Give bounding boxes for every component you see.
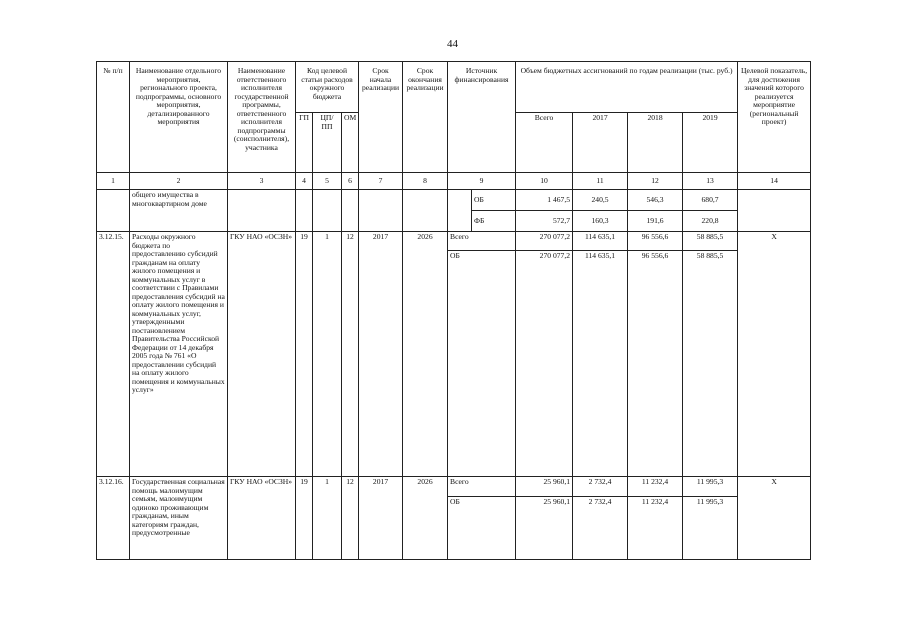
row-2018: 11 232,4 [628, 497, 683, 560]
header-code-gp: ГП [296, 113, 313, 173]
row-executor: ГКУ НАО «ОСЗН» [228, 477, 296, 560]
header-start: Срок начала реализации [359, 62, 403, 173]
row-2019: 58 885,5 [683, 232, 738, 251]
header-code-cpgp: ЦП/ПП [313, 113, 342, 173]
colnum-13: 13 [683, 173, 738, 190]
header-target: Целевой показатель, для достижения значений которого реализуется мероприятие (региональный проект) [738, 62, 811, 173]
row-2019: 220,8 [683, 211, 738, 232]
table-row [97, 232, 811, 251]
colnum-12: 12 [628, 173, 683, 190]
row-2017: 240,5 [573, 190, 628, 211]
header-num: № п/п [97, 62, 130, 173]
budget-table [96, 61, 811, 560]
row-2018: 11 232,4 [628, 477, 683, 497]
row-total: 270 077,2 [516, 232, 573, 251]
header-code-om: ОМ [342, 113, 359, 173]
header-volume: Объем бюджетных ассигнований по годам реализации (тыс. руб.) [516, 62, 738, 113]
row-code-gp: 19 [296, 477, 313, 560]
row-total: 572,7 [516, 211, 573, 232]
row-code-om: 12 [342, 477, 359, 560]
row-code-gp: 19 [296, 232, 313, 477]
row-number: 3.12.15. [97, 232, 130, 477]
page-number: 44 [447, 38, 458, 50]
row-total: 270 077,2 [516, 251, 573, 477]
row-end: 2026 [403, 477, 448, 560]
header-year-2017: 2017 [573, 113, 628, 173]
row-source: Всего [448, 477, 516, 497]
colnum-14: 14 [738, 173, 811, 190]
row-target: X [738, 232, 811, 477]
colnum-6: 6 [342, 173, 359, 190]
row-2018: 96 556,6 [628, 251, 683, 477]
row-end: 2026 [403, 232, 448, 477]
header-total: Всего [516, 113, 573, 173]
header-code: Код целевой статьи расходов окружного бюджета [296, 62, 359, 113]
colnum-11: 11 [573, 173, 628, 190]
row-total: 25 960,1 [516, 477, 573, 497]
colnum-3: 3 [228, 173, 296, 190]
row-2018: 96 556,6 [628, 232, 683, 251]
row-total: 1 467,5 [516, 190, 573, 211]
colnum-2: 2 [130, 173, 228, 190]
colnum-7: 7 [359, 173, 403, 190]
row-2018: 546,3 [628, 190, 683, 211]
row-2017: 114 635,1 [573, 251, 628, 477]
row-start: 2017 [359, 232, 403, 477]
row-2019: 680,7 [683, 190, 738, 211]
row-start: 2017 [359, 477, 403, 560]
header-name: Наименование отдельного мероприятия, регионального проекта, подпрограммы, основного мероприятия, детализированного мероприятия [130, 62, 228, 173]
row-code-om: 12 [342, 232, 359, 477]
row-2019: 58 885,5 [683, 251, 738, 477]
table-row [97, 477, 811, 497]
row-name: Расходы окружного бюджета по предоставлению субсидий гражданам на оплату жилого помещения и коммунальных услуг в соответствии с Правилами предоставления субсидий на оплату жилого помещения и коммунальных услуг, утвержденными постановлением Правительства Российской Федерации от 14 декабря 2005 года № 761 «О предоставлении субсидий на оплату жилого помещения и коммунальных услуг» [130, 232, 228, 477]
colnum-1: 1 [97, 173, 130, 190]
row-2018: 191,6 [628, 211, 683, 232]
row-number: 3.12.16. [97, 477, 130, 560]
row-2017: 114 635,1 [573, 232, 628, 251]
row-2017: 160,3 [573, 211, 628, 232]
row-source: ФБ [472, 211, 516, 232]
header-executor: Наименование ответственного исполнителя государственной программы, ответственного исполнителя подпрограммы (соисполнителя), участника [228, 62, 296, 173]
colnum-9: 9 [448, 173, 516, 190]
colnum-8: 8 [403, 173, 448, 190]
colnum-4: 4 [296, 173, 313, 190]
header-source: Источник финансирования [448, 62, 516, 173]
row-code-cpgp: 1 [313, 232, 342, 477]
row-total: 25 960,1 [516, 497, 573, 560]
colnum-10: 10 [516, 173, 573, 190]
row-2017: 2 732,4 [573, 477, 628, 497]
header-end: Срок окончания реализации [403, 62, 448, 173]
row-2017: 2 732,4 [573, 497, 628, 560]
table-row [97, 190, 811, 211]
row-target: X [738, 477, 811, 560]
row-code-cpgp: 1 [313, 477, 342, 560]
row-name: Государственная социальная помощь малоимущим семьям, малоимущим одиноко проживающим гражданам, иным категориям граждан, предусмотренные [130, 477, 228, 560]
row-source: Всего [448, 232, 516, 251]
header-year-2019: 2019 [683, 113, 738, 173]
row-2019: 11 995,3 [683, 497, 738, 560]
row-source: ОБ [448, 251, 516, 477]
row-source: ОБ [472, 190, 516, 211]
row-source: ОБ [448, 497, 516, 560]
header-year-2018: 2018 [628, 113, 683, 173]
row-2019: 11 995,3 [683, 477, 738, 497]
row-name: общего имущества в многоквартирном доме [130, 190, 228, 232]
row-executor: ГКУ НАО «ОСЗН» [228, 232, 296, 477]
colnum-5: 5 [313, 173, 342, 190]
